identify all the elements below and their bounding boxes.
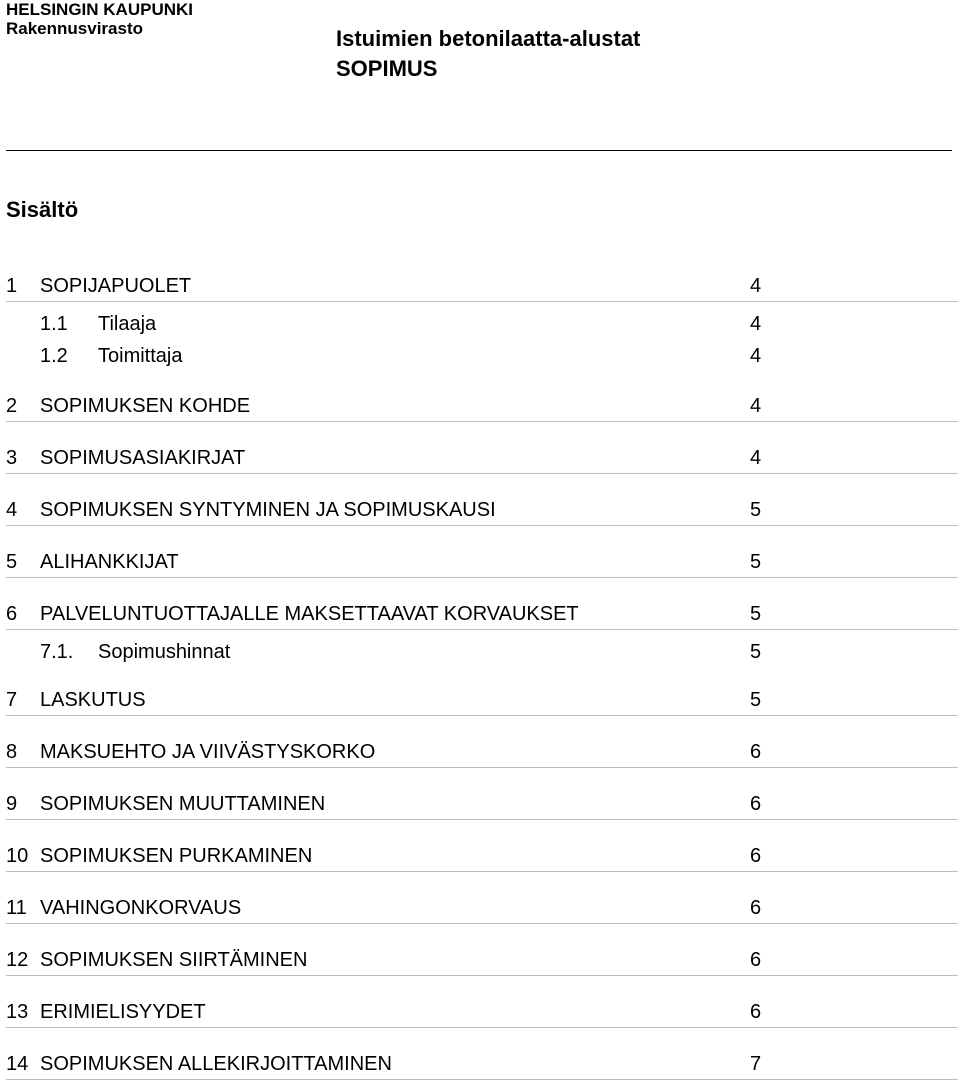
toc-entry-number: 12: [6, 949, 29, 971]
toc-heading: Sisältö: [6, 197, 79, 222]
toc-entry-number: 11: [6, 897, 27, 919]
toc-entry-number: 7.1.: [40, 641, 74, 663]
toc-entry-label: SOPIMUSASIAKIRJAT: [40, 447, 246, 469]
toc-entry[interactable]: [6, 633, 958, 667]
toc-entry[interactable]: [6, 941, 958, 976]
document-title: [336, 24, 640, 84]
toc-entry-page: 4: [750, 395, 762, 417]
toc-entry[interactable]: [6, 785, 958, 820]
toc-entry-label: MAKSUEHTO JA VIIVÄSTYSKORKO: [40, 741, 376, 763]
toc-entry-number: 7: [6, 689, 18, 711]
toc-entry-page: 6: [750, 741, 762, 763]
toc-entry-number: 1.1: [40, 313, 68, 335]
toc-entry[interactable]: [6, 993, 958, 1028]
toc-entry[interactable]: [6, 733, 958, 768]
toc-entry-number: 14: [6, 1053, 29, 1075]
toc-entry-label: LASKUTUS: [40, 689, 146, 711]
toc-entry-label: PALVELUNTUOTTAJALLE MAKSETTAAVAT KORVAUKSET: [40, 603, 579, 625]
toc-entry-number: 5: [6, 551, 18, 573]
toc-entry-page: 5: [750, 641, 762, 663]
toc-entry-page: 5: [750, 689, 762, 711]
toc-entry-page: 5: [750, 499, 762, 521]
toc-entry-label: ERIMIELISYYDET: [40, 1001, 206, 1023]
toc-entry-number: 9: [6, 793, 18, 815]
toc-entry-label: SOPIMUKSEN SIIRTÄMINEN: [40, 949, 308, 971]
toc-entry-label: SOPIJAPUOLET: [40, 275, 192, 297]
toc-entry-number: 4: [6, 499, 18, 521]
toc-entry-label: SOPIMUKSEN PURKAMINEN: [40, 845, 313, 867]
document-type: SOPIMUS: [336, 56, 438, 81]
toc-entry[interactable]: [6, 681, 958, 716]
toc-entry[interactable]: [6, 595, 958, 630]
toc-entry-number: 3: [6, 447, 18, 469]
toc-entry-number: 6: [6, 603, 18, 625]
toc-entry[interactable]: [6, 491, 958, 526]
toc-entry[interactable]: [6, 837, 958, 872]
toc-entry[interactable]: [6, 889, 958, 924]
department-name: Rakennusvirasto: [6, 19, 143, 38]
toc-entry-page: 6: [750, 1001, 762, 1023]
toc-entry-page: 6: [750, 897, 762, 919]
toc-entry-page: 5: [750, 551, 762, 573]
toc-entry-label: SOPIMUKSEN SYNTYMINEN JA SOPIMUSKAUSI: [40, 499, 496, 521]
toc-entry-number: 1.2: [40, 345, 68, 367]
toc-entry[interactable]: [6, 1045, 958, 1080]
toc-entry-label: Toimittaja: [98, 345, 183, 367]
toc-entry-label: Sopimushinnat: [98, 641, 231, 663]
document-title-line: Istuimien betonilaatta-alustat: [336, 26, 641, 51]
toc-entry-number: 8: [6, 741, 18, 763]
toc-entry-number: 2: [6, 395, 18, 417]
toc-entry-page: 4: [750, 275, 762, 297]
toc-entry[interactable]: [6, 543, 958, 578]
organization-name: HELSINGIN KAUPUNKI: [6, 0, 194, 19]
toc-entry[interactable]: [6, 387, 958, 422]
toc-entry-page: 4: [750, 447, 762, 469]
toc-entry-label: SOPIMUKSEN MUUTTAMINEN: [40, 793, 326, 815]
toc-entry[interactable]: [6, 267, 958, 302]
toc-entry-page: 6: [750, 845, 762, 867]
toc-entry-label: Tilaaja: [98, 313, 157, 335]
header-divider: [6, 150, 952, 151]
organization-header: [6, 0, 193, 38]
toc-entry-page: 6: [750, 793, 762, 815]
toc-entry[interactable]: [6, 305, 958, 339]
toc-entry-page: 5: [750, 603, 762, 625]
toc-entry-label: VAHINGONKORVAUS: [40, 897, 242, 919]
toc-entry-number: 13: [6, 1001, 29, 1023]
toc-entry-label: SOPIMUKSEN KOHDE: [40, 395, 251, 417]
toc-entry-page: 7: [750, 1053, 762, 1075]
toc-entry-page: 4: [750, 313, 762, 335]
toc-entry-number: 1: [6, 275, 18, 297]
toc-entry[interactable]: [6, 337, 958, 371]
toc-entry-label: ALIHANKKIJAT: [40, 551, 179, 573]
toc-entry-number: 10: [6, 845, 29, 867]
toc-entry-label: SOPIMUKSEN ALLEKIRJOITTAMINEN: [40, 1053, 392, 1075]
toc-entry[interactable]: [6, 439, 958, 474]
toc-entry-page: 4: [750, 345, 762, 367]
toc-entry-page: 6: [750, 949, 762, 971]
